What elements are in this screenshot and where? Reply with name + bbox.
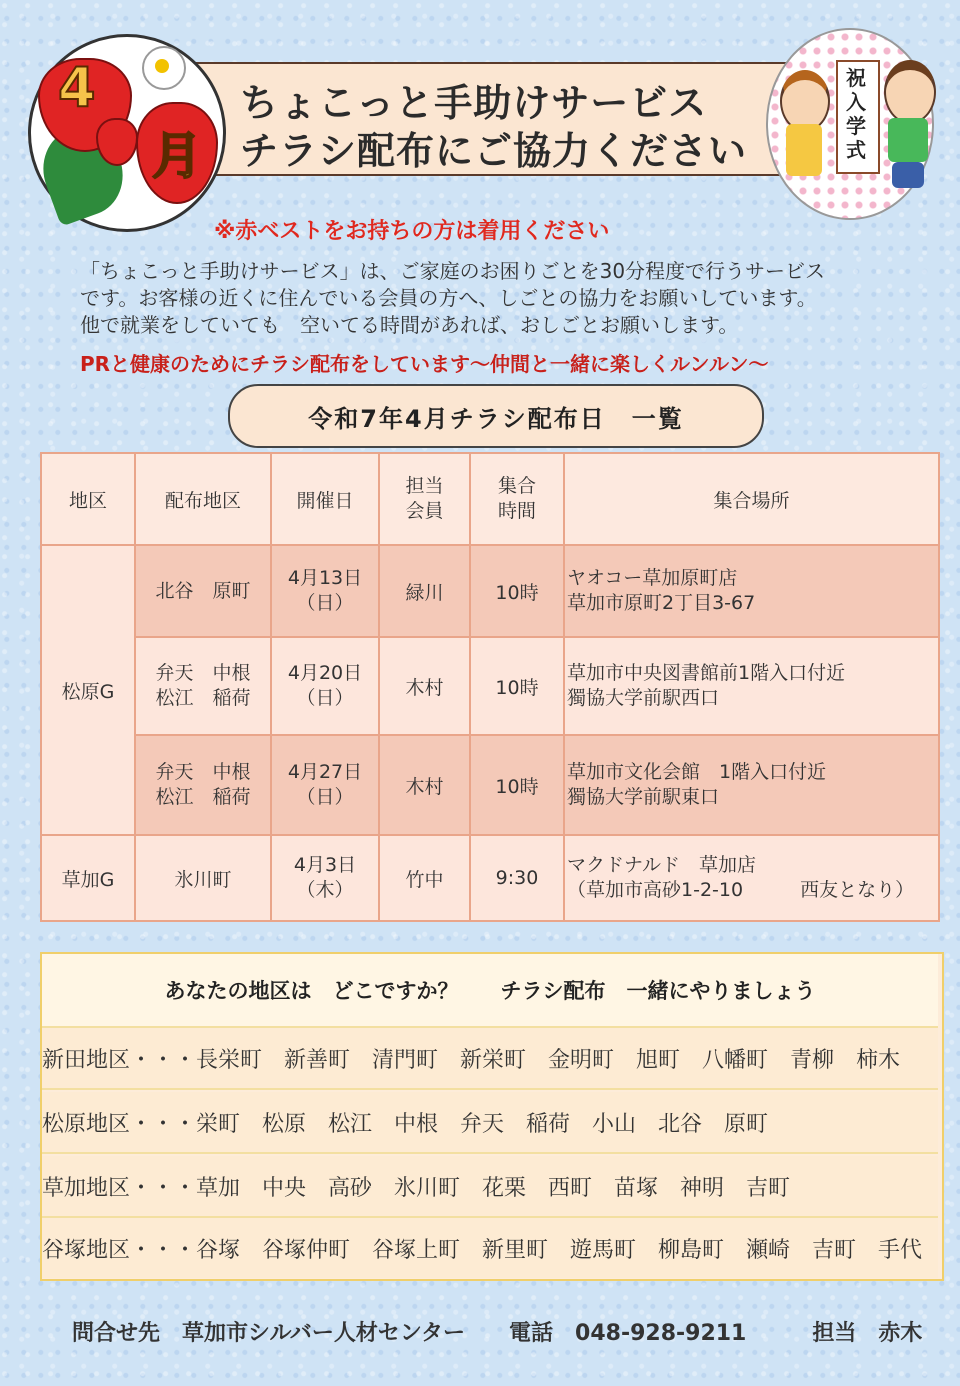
schedule-title: 令和7年4月チラシ配布日 一覧 [228, 384, 764, 448]
intro-text [80, 258, 920, 339]
intro-line: 「ちょこっと手助けサービス」は、ご家庭のお困りごとを30分程度で行うサービス [80, 259, 826, 283]
schedule-table [40, 452, 940, 922]
girl-body [786, 124, 822, 176]
date-cell: 4月13日 （日） [271, 545, 379, 637]
title-line-2: チラシ配布にご協力ください [240, 129, 748, 173]
ceremony-sign-text: 祝入学式 [846, 66, 866, 162]
contact-footer: 問合せ先 草加市シルバー人材センター 電話 048-928-9211 担当 赤木 [72, 1321, 923, 1346]
month-kanji: 月 [152, 127, 202, 185]
district-cell: 北谷 原町 [135, 545, 271, 637]
intro-line: です。お客様の近くに住んでいる会員の方へ、しごとの協力をお願いしています。 [80, 286, 817, 310]
intro-line: 他で就業をしていても 空いてる時間があれば、おしごとお願いします。 [80, 313, 739, 337]
district-row: 草加地区・・・草加 中央 高砂 氷川町 花栗 西町 苗塚 神明 吉町 [42, 1156, 938, 1218]
header-place: 集合場所 [564, 453, 939, 545]
pr-line: PRと健康のためにチラシ配布をしています～仲間と一緒に楽しくルンルン～ [80, 352, 769, 376]
table-row [41, 545, 939, 637]
district-cell: 弁天 中根 松江 稲荷 [135, 637, 271, 735]
time-cell: 10時 [470, 637, 564, 735]
table-header-row [41, 453, 939, 545]
district-row: 谷塚地区・・・谷塚 谷塚仲町 谷塚上町 新里町 遊馬町 柳島町 瀬崎 吉町 手代 [42, 1218, 938, 1278]
date-cell: 4月3日 （木） [271, 835, 379, 921]
member-cell: 木村 [379, 735, 470, 835]
boy-icon [884, 60, 936, 124]
area-cell: 松原G [41, 545, 135, 835]
header-area: 地区 [41, 453, 135, 545]
area-cell: 草加G [41, 835, 135, 921]
header-member: 担当 会員 [379, 453, 470, 545]
flower-center [155, 59, 169, 73]
boy-body [888, 118, 928, 162]
place-cell: ヤオコー草加原町店 草加市原町2丁目3-67 [564, 545, 939, 637]
district-cell: 氷川町 [135, 835, 271, 921]
header-date: 開催日 [271, 453, 379, 545]
district-heading: あなたの地区は どこですか？ チラシ配布 一緒にやりましょう [42, 954, 938, 1028]
place-cell: 草加市中央図書館前1階入口付近 獨協大学前駅西口 [564, 637, 939, 735]
table-row [41, 735, 939, 835]
time-cell: 10時 [470, 735, 564, 835]
title-line-1: ちょこっと手助けサービス [240, 81, 708, 125]
girl-icon [780, 70, 830, 132]
district-row: 松原地区・・・栄町 松原 松江 中根 弁天 稲荷 小山 北谷 原町 [42, 1092, 938, 1154]
table-row [41, 637, 939, 735]
district-cell: 弁天 中根 松江 稲荷 [135, 735, 271, 835]
table-row [41, 835, 939, 921]
place-cell: 草加市文化会館 1階入口付近 獨協大学前駅東口 [564, 735, 939, 835]
header-time: 集合 時間 [470, 453, 564, 545]
member-cell: 木村 [379, 637, 470, 735]
member-cell: 緑川 [379, 545, 470, 637]
date-cell: 4月27日 （日） [271, 735, 379, 835]
boy-pants [892, 162, 924, 188]
member-cell: 竹中 [379, 835, 470, 921]
date-cell: 4月20日 （日） [271, 637, 379, 735]
time-cell: 10時 [470, 545, 564, 637]
header-district: 配布地区 [135, 453, 271, 545]
month-number: 4 [58, 56, 96, 119]
place-cell: マクドナルド 草加店 （草加市高砂1-2-10 西友となり） [564, 835, 939, 921]
title-band [178, 62, 822, 176]
time-cell: 9:30 [470, 835, 564, 921]
district-row: 新田地区・・・長栄町 新善町 清門町 新栄町 金明町 旭町 八幡町 青柳 柿木 [42, 1028, 938, 1090]
red-vest-notice: ※赤ベストをお持ちの方は着用ください [214, 219, 610, 244]
